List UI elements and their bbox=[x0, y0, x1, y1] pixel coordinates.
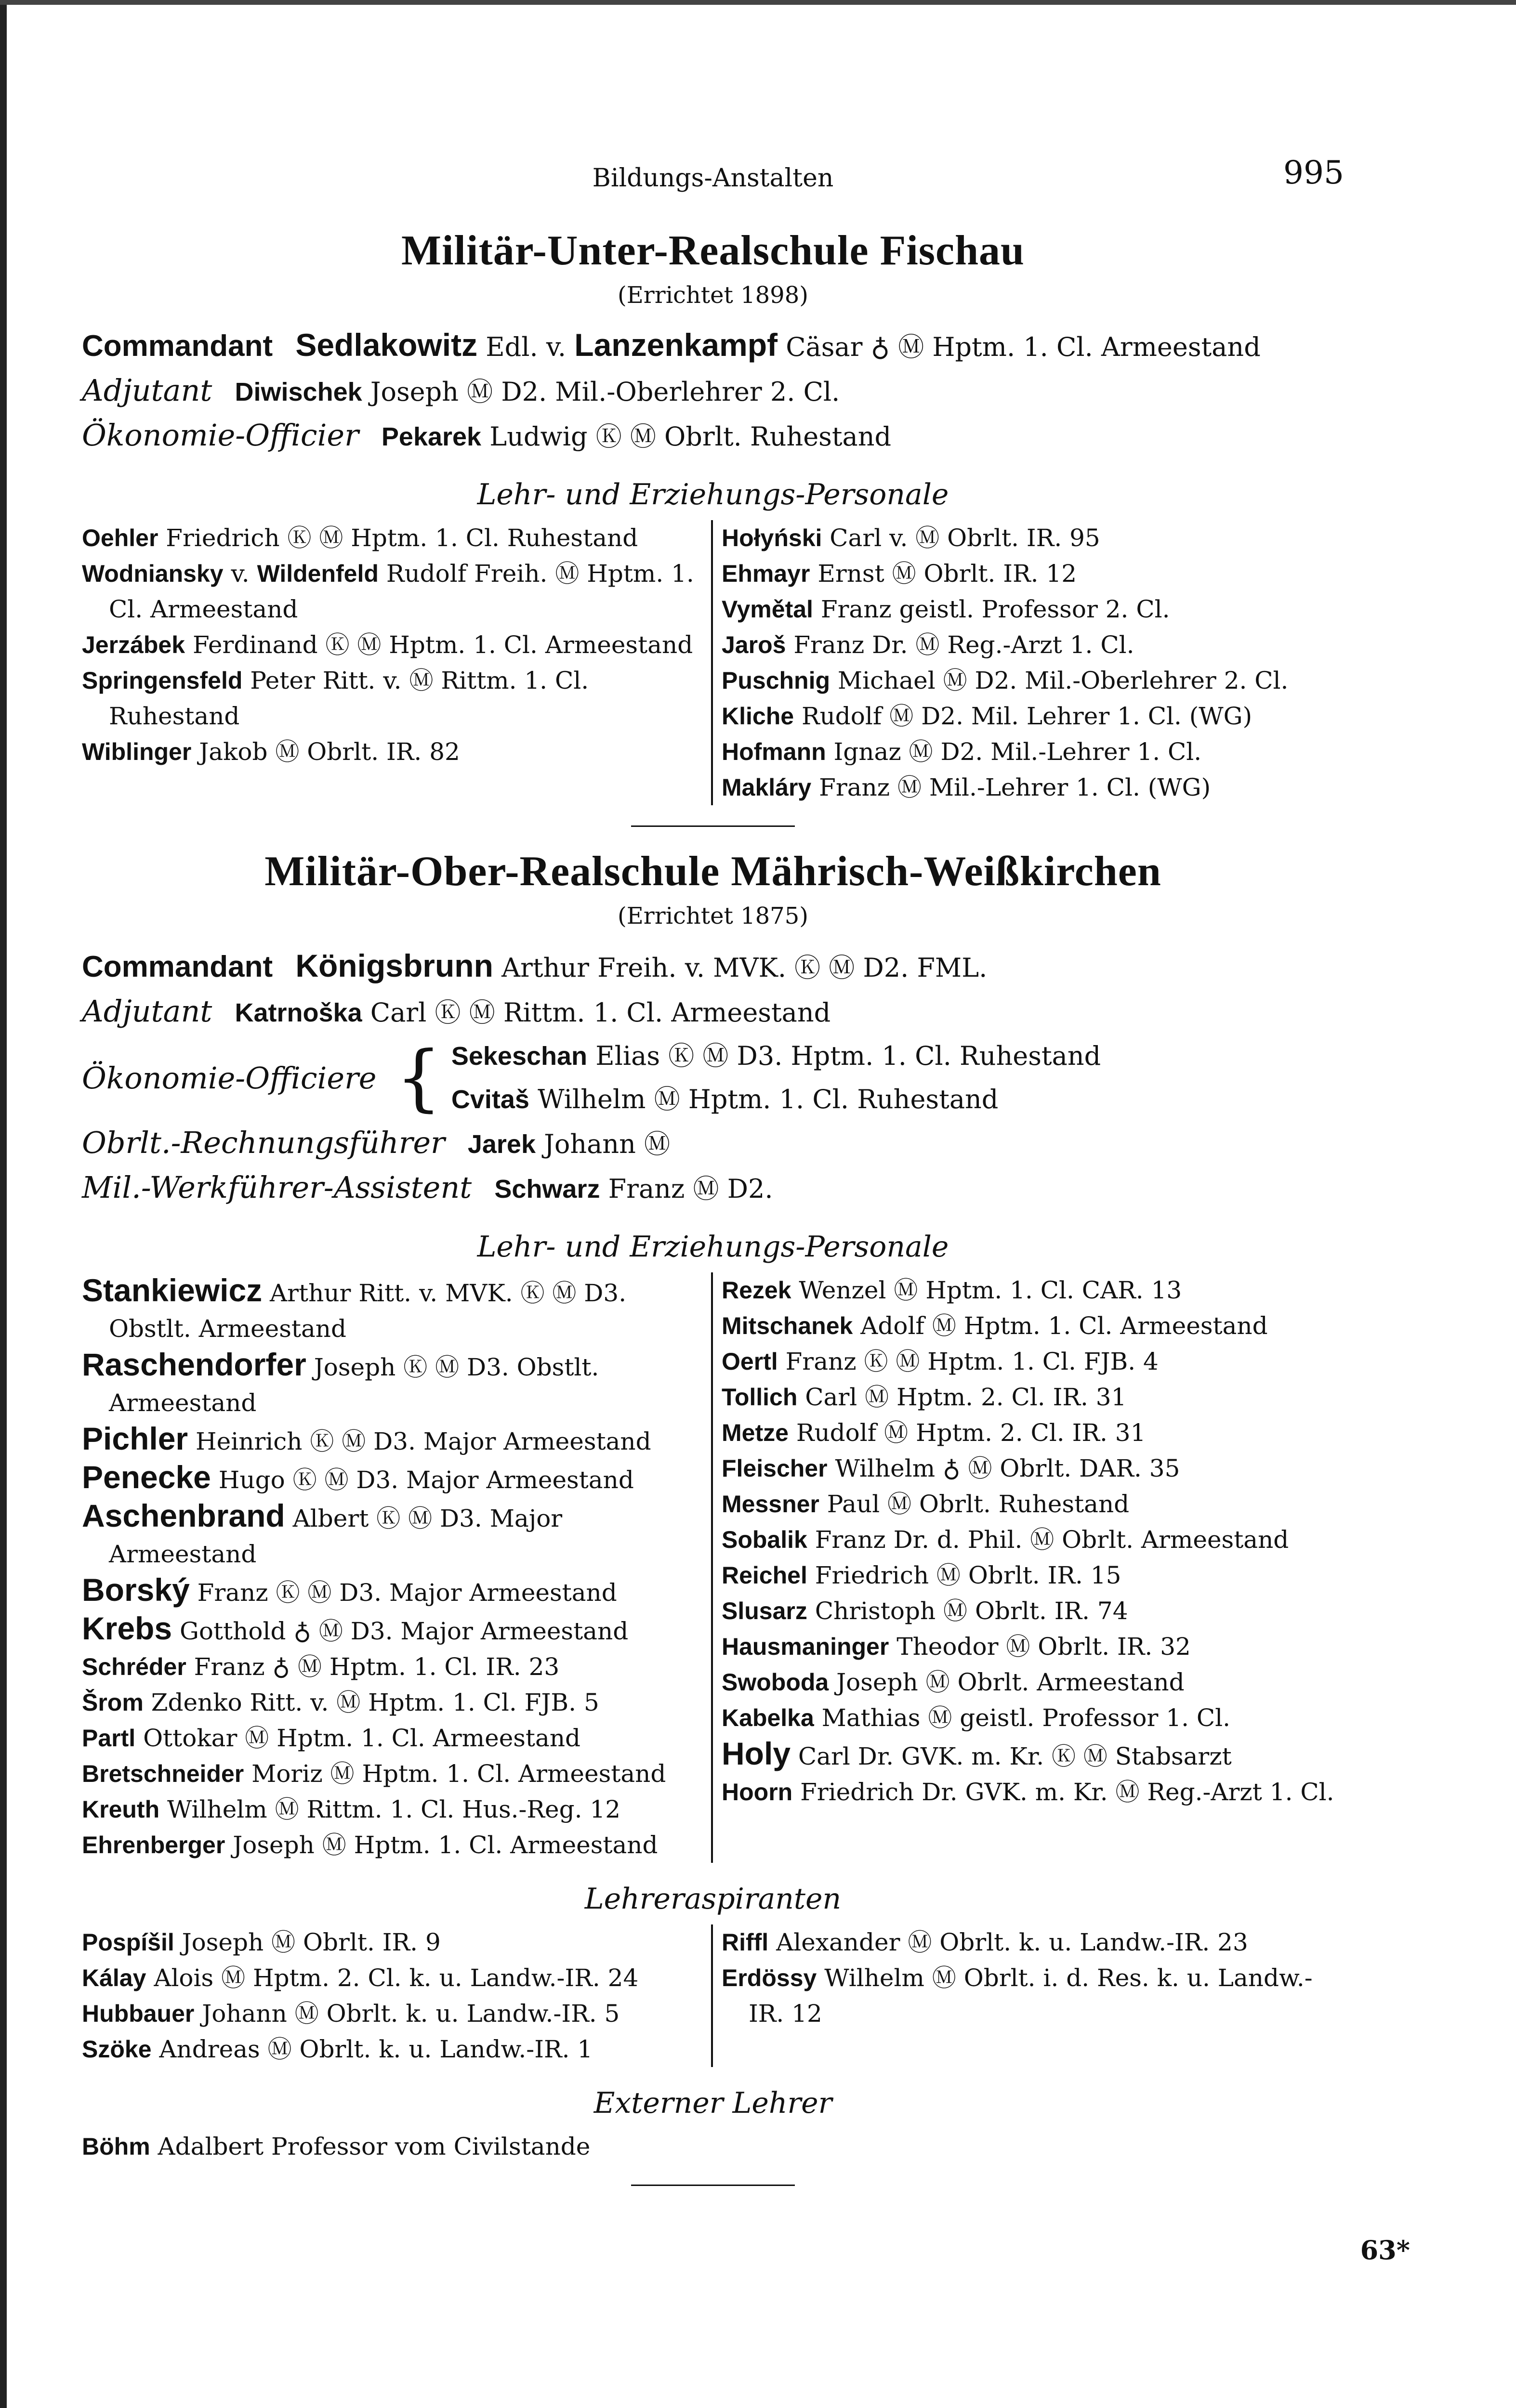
list-item: Kliche Rudolf Ⓜ D2. Mil. Lehrer 1. Cl. (WG) bbox=[722, 702, 1252, 730]
school2-staff-heading: Lehr- und Erziehungs-Personale bbox=[477, 1230, 949, 1264]
aspirants-heading: Lehreraspiranten bbox=[584, 1882, 842, 1916]
list-item: Hołyński Carl v. Ⓜ Obrlt. IR. 95 bbox=[722, 524, 1100, 552]
role-label: Adjutant bbox=[82, 373, 212, 408]
page-header bbox=[82, 144, 1344, 217]
list-item: Slusarz Christoph Ⓜ Obrlt. IR. 74 bbox=[722, 1597, 1128, 1625]
role-label: Commandant bbox=[82, 950, 273, 983]
list-item: Hofmann Ignaz Ⓜ D2. Mil.-Lehrer 1. Cl. bbox=[722, 738, 1202, 766]
external-heading: Externer Lehrer bbox=[593, 2086, 832, 2120]
list-item: Fleischer Wilhelm ♁ Ⓜ Obrlt. DAR. 35 bbox=[722, 1454, 1180, 1482]
person-name: Katrnoška bbox=[235, 998, 362, 1027]
section-divider bbox=[631, 825, 795, 827]
school1-title: Militär-Unter-Realschule Fischau bbox=[401, 227, 1025, 274]
list-item: Partl Ottokar Ⓜ Hptm. 1. Cl. Armeestand bbox=[82, 1724, 581, 1752]
list-item: Wodniansky v. Wildenfeld Rudolf Freih. Ⓜ Hptm. 1. Cl. Armeestand bbox=[82, 560, 694, 623]
running-title: Bildungs-Anstalten bbox=[592, 164, 834, 193]
signature-mark: 63* bbox=[1360, 2235, 1410, 2265]
list-item: Hubbauer Johann Ⓜ Obrlt. k. u. Landw.-IR. 5 bbox=[82, 2000, 620, 2028]
list-item: Kabelka Mathias Ⓜ geistl. Professor 1. Cl. bbox=[722, 1704, 1231, 1732]
list-item: Messner Paul Ⓜ Obrlt. Ruhestand bbox=[722, 1490, 1130, 1518]
role-label: Mil.-Werkführer-Assistent bbox=[82, 1170, 472, 1205]
list-item: Bretschneider Moriz Ⓜ Hptm. 1. Cl. Armeestand bbox=[82, 1760, 666, 1788]
list-item: Vymětal Franz geistl. Professor 2. Cl. bbox=[722, 595, 1170, 623]
list-item: Ehrenberger Joseph Ⓜ Hptm. 1. Cl. Armeestand bbox=[82, 1831, 658, 1859]
school1-commandant bbox=[82, 323, 1344, 369]
person-details: Cäsar ♁ Ⓜ Hptm. 1. Cl. Armeestand bbox=[786, 332, 1261, 362]
right-column bbox=[713, 520, 1344, 805]
list-item: Krebs Gotthold ♁ Ⓜ D3. Major Armeestand bbox=[82, 1610, 629, 1646]
list-item: Jerzábek Ferdinand Ⓚ Ⓜ Hptm. 1. Cl. Armeestand bbox=[82, 631, 693, 659]
person-name: Sedlakowitz bbox=[295, 327, 478, 363]
list-item: Riffl Alexander Ⓜ Obrlt. k. u. Landw.-IR. 23 bbox=[722, 1928, 1248, 1956]
person-details: Ludwig Ⓚ Ⓜ Obrlt. Ruhestand bbox=[489, 421, 892, 452]
brace-glyph: { bbox=[395, 1036, 442, 1120]
list-item: Kreuth Wilhelm Ⓜ Rittm. 1. Cl. Hus.-Reg. 12 bbox=[82, 1795, 621, 1823]
person-details: Arthur Freih. v. MVK. Ⓚ Ⓜ D2. FML. bbox=[501, 953, 988, 983]
officer-line: Cvitaš Wilhelm Ⓜ Hptm. 1. Cl. Ruhestand bbox=[451, 1084, 999, 1114]
list-item: Stankiewicz Arthur Ritt. v. MVK. Ⓚ Ⓜ D3. Obstlt. Armeestand bbox=[82, 1272, 627, 1343]
list-item: Metze Rudolf Ⓜ Hptm. 2. Cl. IR. 31 bbox=[722, 1419, 1146, 1447]
right-column bbox=[713, 1272, 1344, 1863]
school2-officers bbox=[82, 1034, 1344, 1121]
list-item: Springensfeld Peter Ritt. v. Ⓜ Rittm. 1. Cl. Ruhestand bbox=[82, 667, 589, 730]
school1-founded: (Errichtet 1898) bbox=[618, 282, 808, 309]
list-item: Ehmayr Ernst Ⓜ Obrlt. IR. 12 bbox=[722, 560, 1077, 588]
list-item: Borský Franz Ⓚ Ⓜ D3. Major Armeestand bbox=[82, 1572, 617, 1608]
list-item: Pichler Heinrich Ⓚ Ⓜ D3. Major Armeestand bbox=[82, 1421, 651, 1456]
school2-commandant bbox=[82, 944, 1344, 990]
role-label: Ökonomie-Officier bbox=[82, 418, 359, 453]
list-item: Makláry Franz Ⓜ Mil.-Lehrer 1. Cl. (WG) bbox=[722, 773, 1211, 801]
school2-founded: (Errichtet 1875) bbox=[618, 903, 808, 929]
school1-officer bbox=[82, 414, 1344, 458]
person-details: Joseph Ⓜ D2. Mil.-Oberlehrer 2. Cl. bbox=[370, 377, 840, 407]
person-details: Carl Ⓚ Ⓜ Rittm. 1. Cl. Armeestand bbox=[370, 997, 831, 1028]
role-label: Commandant bbox=[82, 329, 273, 363]
list-item: Swoboda Joseph Ⓜ Obrlt. Armeestand bbox=[722, 1668, 1185, 1696]
school2-title: Militär-Ober-Realschule Mährisch-Weißkirchen bbox=[264, 848, 1161, 895]
list-item: Penecke Hugo Ⓚ Ⓜ D3. Major Armeestand bbox=[82, 1459, 634, 1495]
role-label: Obrlt.-Rechnungsführer bbox=[82, 1125, 445, 1160]
scan-edge bbox=[0, 0, 7, 2408]
list-item: Puschnig Michael Ⓜ D2. Mil.-Oberlehrer 2. Cl. bbox=[722, 667, 1289, 694]
school2-assistant bbox=[82, 1166, 1344, 1211]
role-label: Ökonomie-Officiere bbox=[82, 1060, 377, 1096]
school2-staff-columns bbox=[82, 1272, 1344, 1863]
school1-staff-columns bbox=[82, 520, 1344, 805]
right-column bbox=[713, 1924, 1344, 2067]
list-item: Kálay Alois Ⓜ Hptm. 2. Cl. k. u. Landw.-IR. 24 bbox=[82, 1964, 639, 1992]
name-particle: Edl. v. bbox=[486, 332, 567, 362]
scan-top-edge bbox=[0, 0, 1516, 5]
person-name: Jarek bbox=[467, 1130, 536, 1159]
person-name: Königsbrunn bbox=[295, 948, 493, 983]
section-divider bbox=[631, 2185, 795, 2186]
person-name-2: Lanzenkampf bbox=[574, 327, 778, 363]
school2-accountant bbox=[82, 1121, 1344, 1166]
list-item: Sobalik Franz Dr. d. Phil. Ⓜ Obrlt. Armeestand bbox=[722, 1526, 1289, 1554]
list-item: Schréder Franz ♁ Ⓜ Hptm. 1. Cl. IR. 23 bbox=[82, 1653, 560, 1681]
officer-line: Sekeschan Elias Ⓚ Ⓜ D3. Hptm. 1. Cl. Ruhestand bbox=[451, 1041, 1101, 1071]
person-name: Diwischek bbox=[235, 378, 362, 406]
list-item: Tollich Carl Ⓜ Hptm. 2. Cl. IR. 31 bbox=[722, 1383, 1127, 1411]
school2-adjutant bbox=[82, 990, 1344, 1034]
left-column bbox=[82, 1924, 713, 2067]
list-item: Hoorn Friedrich Dr. GVK. m. Kr. Ⓜ Reg.-Arzt 1. Cl. bbox=[722, 1778, 1334, 1806]
list-item: Szöke Andreas Ⓜ Obrlt. k. u. Landw.-IR. 1 bbox=[82, 2035, 593, 2063]
list-item: Jaroš Franz Dr. Ⓜ Reg.-Arzt 1. Cl. bbox=[722, 631, 1134, 659]
person-details: Johann Ⓜ bbox=[544, 1129, 671, 1159]
list-item: Holy Carl Dr. GVK. m. Kr. Ⓚ Ⓜ Stabsarzt bbox=[722, 1736, 1232, 1771]
list-item: Oertl Franz Ⓚ Ⓜ Hptm. 1. Cl. FJB. 4 bbox=[722, 1348, 1159, 1375]
left-column bbox=[82, 1272, 713, 1863]
list-item: Rezek Wenzel Ⓜ Hptm. 1. Cl. CAR. 13 bbox=[722, 1276, 1182, 1304]
person-name: Pekarek bbox=[381, 422, 482, 451]
list-item: Raschendorfer Joseph Ⓚ Ⓜ D3. Obstlt. Armeestand bbox=[82, 1347, 599, 1417]
person-details: Franz Ⓜ D2. bbox=[608, 1174, 773, 1204]
list-item: Pospíšil Joseph Ⓜ Obrlt. IR. 9 bbox=[82, 1928, 441, 1956]
list-item: Hausmaninger Theodor Ⓜ Obrlt. IR. 32 bbox=[722, 1633, 1191, 1661]
role-label: Adjutant bbox=[82, 994, 212, 1029]
school1-adjutant bbox=[82, 369, 1344, 414]
aspirants-columns bbox=[82, 1924, 1344, 2067]
school1-staff-heading: Lehr- und Erziehungs-Personale bbox=[477, 478, 949, 511]
list-item: Šrom Zdenko Ritt. v. Ⓜ Hptm. 1. Cl. FJB. 5 bbox=[82, 1688, 599, 1716]
page bbox=[82, 144, 1344, 2206]
list-item: Mitschanek Adolf Ⓜ Hptm. 1. Cl. Armeestand bbox=[722, 1312, 1268, 1340]
list-item: Wiblinger Jakob Ⓜ Obrlt. IR. 82 bbox=[82, 738, 460, 766]
page-number: 995 bbox=[1283, 154, 1344, 191]
external-teacher: Böhm Adalbert Professor vom Civilstande bbox=[82, 2133, 591, 2160]
list-item: Reichel Friedrich Ⓜ Obrlt. IR. 15 bbox=[722, 1561, 1121, 1589]
list-item: Aschenbrand Albert Ⓚ Ⓜ D3. Major Armeestand bbox=[82, 1498, 563, 1568]
list-item: Oehler Friedrich Ⓚ Ⓜ Hptm. 1. Cl. Ruhestand bbox=[82, 524, 638, 552]
list-item: Erdössy Wilhelm Ⓜ Obrlt. i. d. Res. k. u. Landw.-IR. 12 bbox=[722, 1964, 1313, 2028]
person-name: Schwarz bbox=[494, 1175, 600, 1204]
left-column bbox=[82, 520, 713, 805]
